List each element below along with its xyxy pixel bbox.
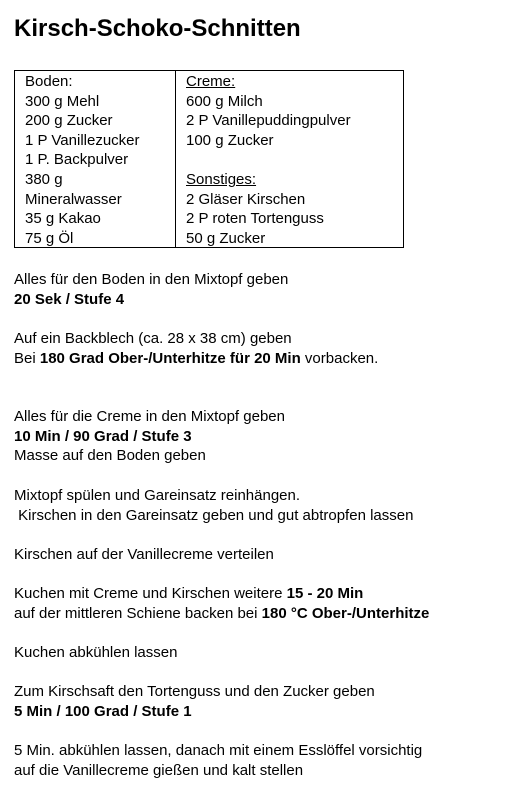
step-2 bbox=[14, 329, 378, 368]
creme-heading: Creme: bbox=[186, 73, 236, 90]
step-text: auf der mittleren Schiene backen bei bbox=[14, 604, 262, 622]
sonstiges-heading: Sonstiges: bbox=[186, 170, 257, 188]
step-text: Bei bbox=[14, 349, 40, 367]
ingredient-item: Mineralwasser bbox=[25, 190, 122, 208]
step-text: Zum Kirschsaft den Tortenguss und den Zucker geben bbox=[14, 683, 375, 700]
ingredient-item: 2 P Vanillepuddingpulver bbox=[186, 112, 351, 130]
boden-heading: Boden: bbox=[25, 73, 73, 90]
step-text: Kuchen abkühlen lassen bbox=[14, 644, 178, 661]
ingredient-item: 2 P roten Tortenguss bbox=[186, 210, 324, 228]
ingredient-item: 1 P. Backpulver bbox=[25, 151, 129, 169]
step-setting: 180 Grad Ober-/Unterhitze für 20 Min bbox=[39, 349, 301, 367]
ingredient-item: 50 g Zucker bbox=[186, 229, 266, 247]
ingredient-item: 380 g bbox=[25, 170, 63, 188]
spacer bbox=[186, 150, 403, 170]
step-setting: 180 °C Ober-/Unterhitze bbox=[261, 604, 430, 622]
step-setting: 10 Min / 90 Grad / Stufe 3 bbox=[14, 427, 192, 445]
step-6 bbox=[14, 584, 429, 623]
step-setting: 15 - 20 Min bbox=[286, 585, 364, 602]
ingredient-item: 300 g Mehl bbox=[25, 92, 100, 110]
ingredient-item: 200 g Zucker bbox=[25, 112, 113, 130]
step-text: vorbacken. bbox=[300, 349, 379, 367]
step-8 bbox=[14, 682, 375, 721]
ingredients-column-creme bbox=[176, 71, 403, 247]
ingredient-item: 35 g Kakao bbox=[25, 210, 101, 228]
step-text: Kuchen mit Creme und Kirschen weitere bbox=[14, 585, 287, 602]
ingredients-column-boden bbox=[15, 71, 176, 247]
step-7 bbox=[14, 643, 177, 663]
step-text: Kirschen auf der Vanillecreme verteilen bbox=[14, 546, 274, 563]
step-text-mixed bbox=[14, 584, 429, 604]
ingredient-item: 1 P Vanillezucker bbox=[25, 131, 140, 149]
ingredient-item: 100 g Zucker bbox=[186, 131, 274, 149]
step-text-mixed bbox=[14, 604, 429, 624]
ingredient-item: 600 g Milch bbox=[186, 92, 263, 110]
step-text: Alles für die Creme in den Mixtopf geben bbox=[14, 408, 285, 425]
step-text: Masse auf den Boden geben bbox=[14, 447, 206, 465]
step-4 bbox=[14, 486, 413, 525]
step-text: 5 Min. abkühlen lassen, danach mit einem Esslöffel vorsichtig bbox=[14, 742, 423, 759]
page-title: Kirsch-Schoko-Schnitten bbox=[14, 15, 301, 42]
step-text: Auf ein Backblech (ca. 28 x 38 cm) geben bbox=[14, 330, 292, 347]
ingredients-table bbox=[14, 70, 404, 248]
step-9 bbox=[14, 741, 422, 780]
step-text: Kirschen in den Gareinsatz geben und gut abtropfen lassen bbox=[14, 506, 414, 524]
step-text: Mixtopf spülen und Gareinsatz reinhängen. bbox=[14, 487, 301, 504]
ingredient-item: 2 Gläser Kirschen bbox=[186, 190, 306, 208]
step-setting: 20 Sek / Stufe 4 bbox=[14, 290, 125, 308]
ingredient-item: 75 g Öl bbox=[25, 229, 74, 247]
step-5 bbox=[14, 545, 274, 565]
step-text-mixed bbox=[14, 349, 378, 369]
step-3 bbox=[14, 407, 285, 466]
step-text: auf die Vanillecreme gießen und kalt stellen bbox=[14, 761, 304, 779]
step-1 bbox=[14, 270, 288, 309]
step-setting: 5 Min / 100 Grad / Stufe 1 bbox=[14, 702, 192, 720]
step-text: Alles für den Boden in den Mixtopf geben bbox=[14, 271, 289, 288]
